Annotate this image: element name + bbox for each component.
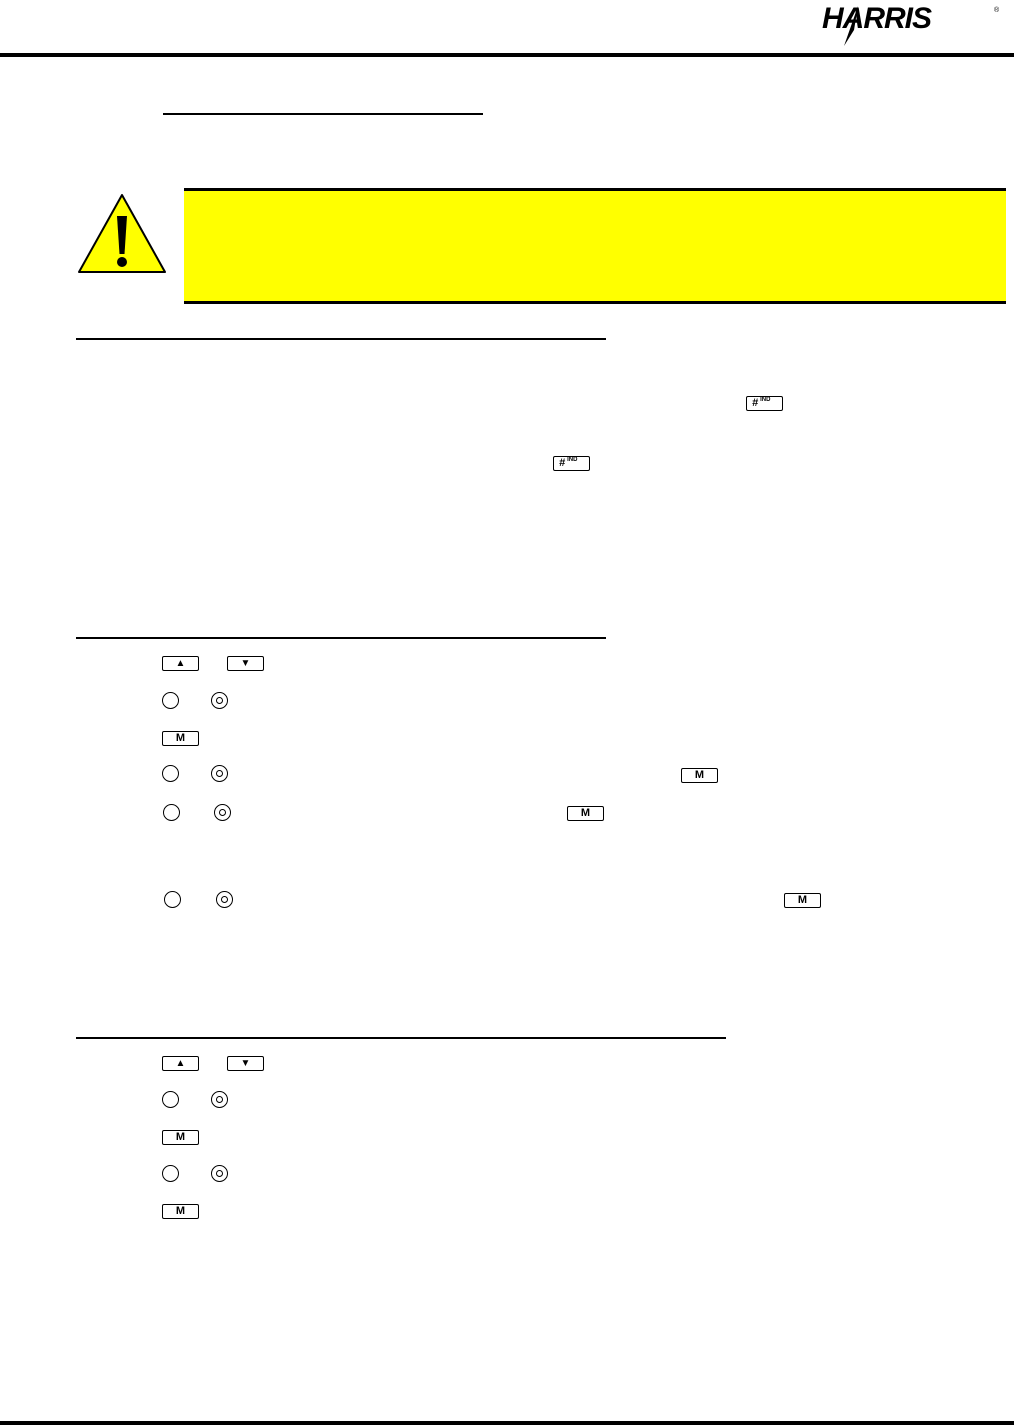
harris-logo [818,0,1008,52]
up-arrow-key-icon: ▲ [162,1056,199,1071]
logo-wordmark: HARRIS [822,2,932,35]
warning-triangle-icon [76,192,168,276]
header-rule [0,53,1014,57]
knob-icon [164,891,181,908]
knob-select-icon [211,1165,228,1182]
pound-ind-key-icon: # IND [553,456,590,471]
menu-key-icon: M [162,1130,199,1145]
knob-select-icon [214,804,231,821]
down-arrow-key-icon: ▼ [227,656,264,671]
section-underline [76,338,606,340]
footer-rule [0,1421,1014,1425]
knob-select-icon [216,891,233,908]
knob-icon [162,692,179,709]
knob-icon [162,1165,179,1182]
knob-icon [162,1091,179,1108]
heading-underline [163,113,483,115]
menu-key-icon: M [567,806,604,821]
section-underline [76,1037,726,1039]
svg-text:®: ® [994,7,1000,14]
up-arrow-key-icon: ▲ [162,656,199,671]
knob-select-icon [211,765,228,782]
menu-key-icon: M [681,768,718,783]
menu-key-icon: M [162,731,199,746]
knob-select-icon [211,1091,228,1108]
pound-ind-key-icon: # IND [746,396,783,411]
knob-icon [162,765,179,782]
menu-key-icon: M [784,893,821,908]
menu-key-icon: M [162,1204,199,1219]
down-arrow-key-icon: ▼ [227,1056,264,1071]
knob-icon [163,804,180,821]
knob-select-icon [211,692,228,709]
caution-box [184,188,1006,304]
section-underline [76,637,606,639]
